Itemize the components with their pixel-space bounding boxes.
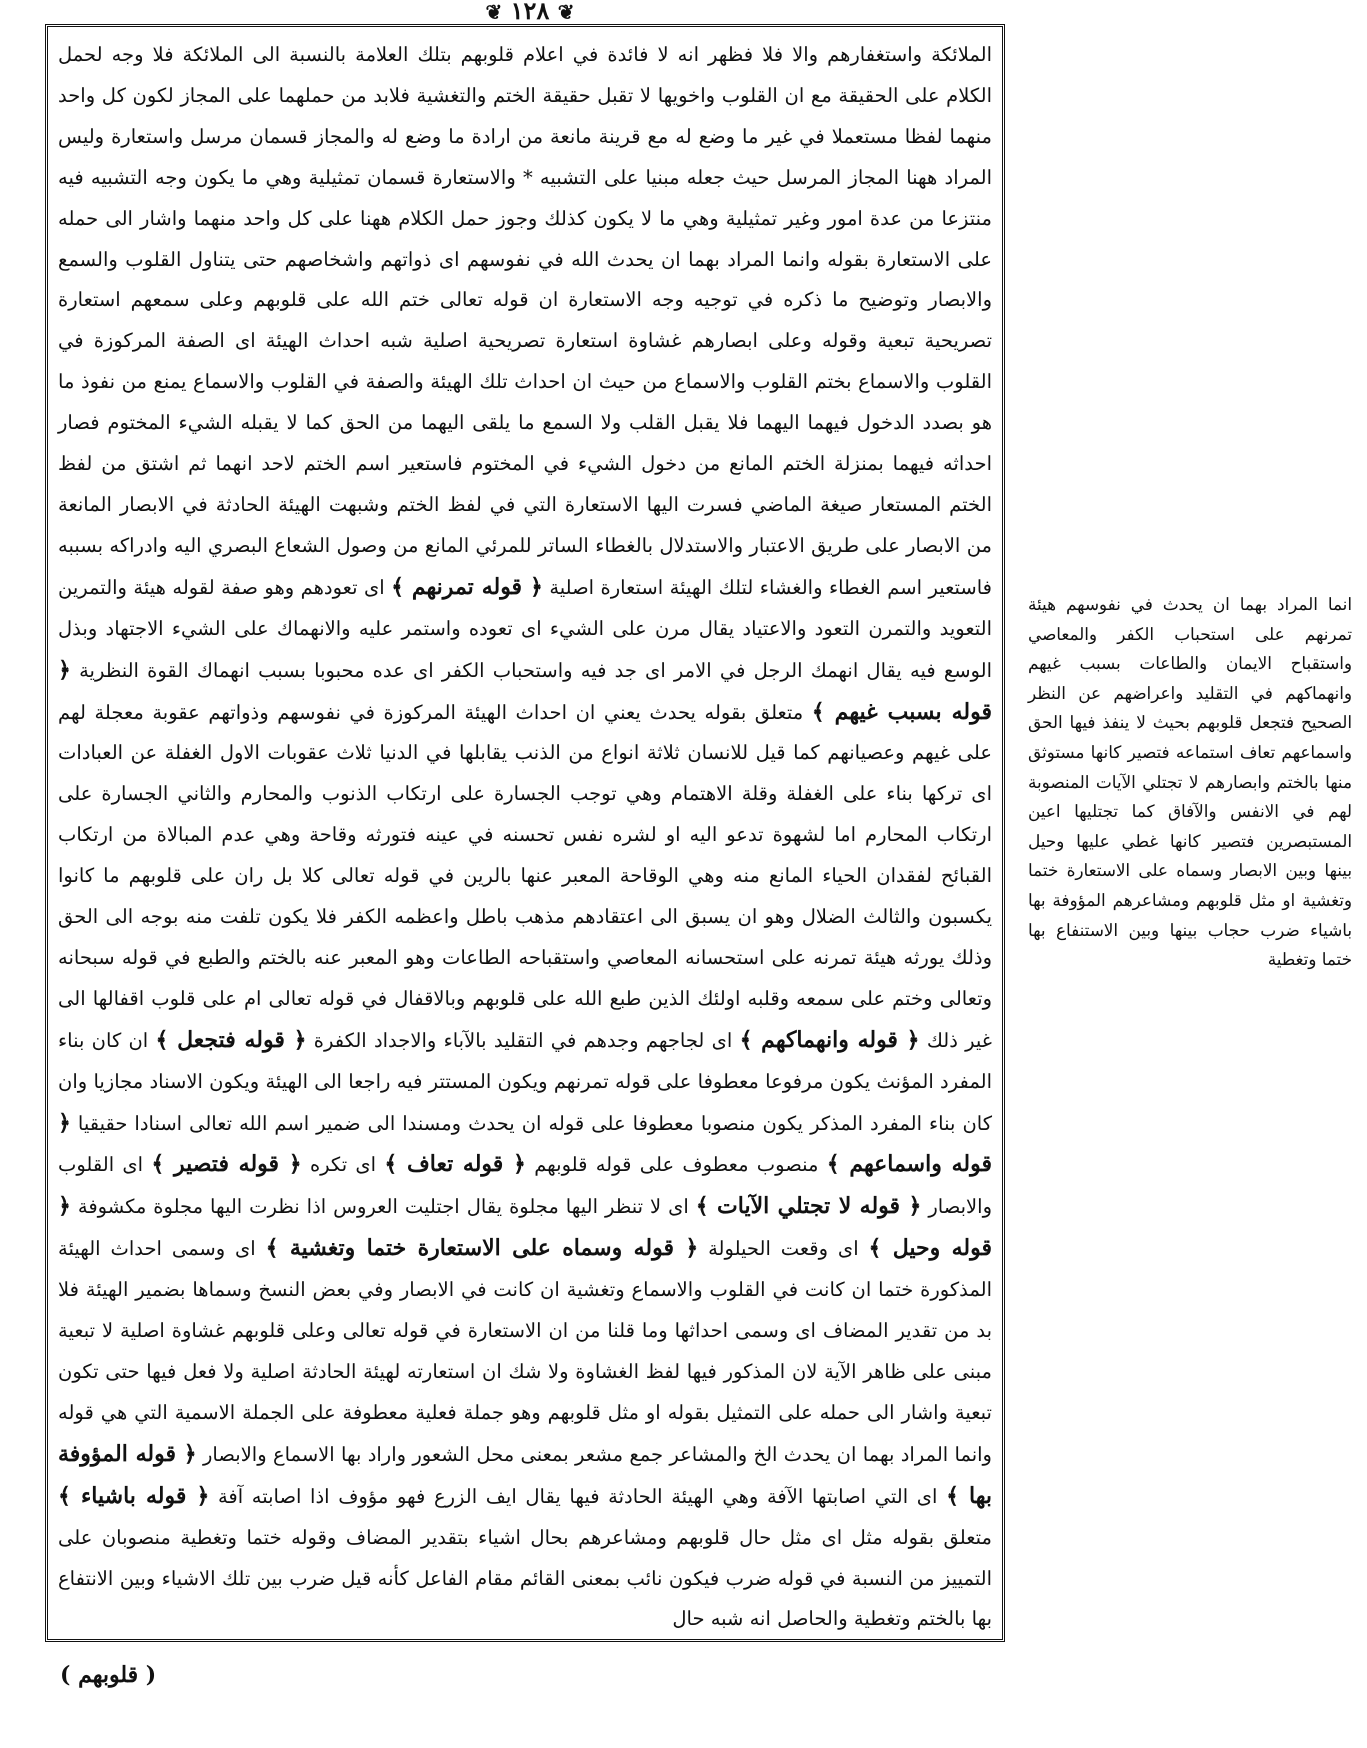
commentary-segment: اى لجاجهم وجدهم في التقليد بالآباء والاجداد الكفرة	[306, 1028, 740, 1052]
lemma-heading: ﴿ قوله باشياء ﴾	[58, 1482, 210, 1509]
page-number	[430, 0, 630, 25]
commentary-segment: اى القلوب والابصار	[58, 1153, 992, 1219]
commentary-segment: اى وسمى احداث الهيئة المذكورة ختما ان كانت في القلوب والاسماع وتغشية ان كانت في الابصار وفي بعض النسخ وسماها بضمير الهيئة فلا بد من تقدير المضاف اى وسمى احداثها وما قلنا من ان الاستعارة في قوله تعالى وعلى قلوبهم غشاوة اصلية لا تبعية مبنى على ظاهر الآية لان المذكور فيها لفظ الغشاوة ولا شك ان استعارته لهيئة الحادثة اصلية ولا فعل فيها حتى تكون تبعية واشار الى حمله على التمثيل بقوله او مثل قلوبهم وهو جملة فعلية معطوفة على الجملة الاسمية التي هي قوله وانما المراد بهما ان يحدث الخ والمشاعر جمع مشعر بمعنى محل الشعور واراد بها الاسماع والابصار	[58, 1237, 992, 1466]
lemma-heading: ﴿ قوله وحيل ﴾	[58, 1193, 992, 1262]
page-number-text: ١٢٨	[510, 0, 550, 25]
lemma-heading: ﴿ قوله واسماعهم ﴾	[58, 1109, 992, 1178]
commentary-segment: ان كان بناء المفرد المؤنث يكون مرفوعا معطوفا على قوله تمرنهم ويكون المستتر فيه راجعا الى الهيئة ويكون الاسناد مجازيا وان كان بناء المفرد المذكر يكون منصوبا معطوفا على قوله ان يحدث ومسندا الى ضمير اسم الله تعالى اسنادا حقيقيا	[58, 1028, 992, 1135]
lemma-heading: ﴿ قوله المؤوفة بها ﴾	[58, 1440, 992, 1509]
lemma-heading: ﴿ قوله بسبب غيهم ﴾	[58, 656, 992, 725]
lemma-heading: ﴿ قوله تعاف ﴾	[384, 1151, 526, 1178]
commentary-segment: اى لا تنظر اليها مجلوة يقال اجتليت العروس اذا نظرت اليها مجلوة مكشوفة	[70, 1195, 696, 1219]
ornament-right-icon: ❦	[485, 0, 503, 24]
margin-note	[1028, 590, 1352, 975]
commentary-segment: متعلق بقوله مثل اى مثل حال قلوبهم ومشاعرهم بحال اشياء بتقدير المضاف وقوله ختما وتغطية منصوبان على التمييز من النسبة في قوله ضرب فيكون نائب بمعنى القائم مقام الفاعل كأنه قيل ضرب بين تلك الاشياء وبين الانتفاع بها بالختم وتغطية والحاصل انه شبه حال	[58, 1525, 992, 1631]
commentary-segment: اى التي اصابتها الآفة وهي الهيئة الحادثة فيها يقال ايف الزرع فهو مؤوف اذا اصابته آفة	[209, 1484, 947, 1508]
catchword: ( قلوبهم )	[60, 1662, 157, 1688]
margin-note-text: انما المراد بهما ان يحدث في نفوسهم هيئة تمرنهم على استحباب الكفر والمعاصي واستقباح الايمان والطاعات بسبب غيهم وانهماكهم في التقليد واعراضهم عن النظر الصحيح فتجعل قلوبهم بحيث لا ينفذ فيها الحق واسماعهم تعاف استماعه فتصير كانها مستوثق منها بالختم وابصارهم لا تجتلي الآيات المنصوبة لهم في الانفس والآفاق كما تجتليها اعين المستبصرين فتصير كانها غطي عليها وحيل بينها وبين الابصار وسماه على الاستعارة ختما وتغشية او مثل قلوبهم ومشاعرهم المؤوفة بها باشياء ضرب حجاب بينها وبين الاستنفاع بها ختما وتغطية	[1028, 594, 1352, 970]
lemma-heading: ﴿ قوله فتجعل ﴾	[155, 1026, 307, 1053]
lemma-heading: ﴿ قوله وسماه على الاستعارة ختما وتغشية ﴾	[265, 1235, 699, 1262]
main-text-frame	[45, 24, 1005, 1642]
commentary-segment: متعلق بقوله يحدث يعني ان احداث الهيئة المركوزة في نفوسهم وذواتهم عقوبة معجلة لهم على غيهم وعصيانهم كما قيل للانسان ثلاثة انواع من الذنب يقابلها في الدنيا ثلاث عقوبات الاول الغفلة عن العبادات اى تركها بناء على الغفلة وقلة الاهتمام وهي توجب الجسارة على ارتكاب الذنوب والمحارم والثاني الجسارة على ارتكاب المحارم اما لشهوة تدعو اليه او لشره نفس تحسنه في عينه فتورثه وقاحة وهي عدم المبالاة من ارتكاب القبائح لفقدان الحياء المانع منه وهي الوقاحة المعبر عنها بالرين في قوله تعالى كلا بل ران على قلوبهم ما كانوا يكسبون والثالث الضلال وهو ان يسبق الى اعتقادهم مذهب باطل واعظمه الكفر فلا يكون تلفت منه بوجه الى الحق وذلك يورثه هيئة تمرنه على استحسانه المعاصي واستقباحه الطاعات وهو المعبر عنه بالختم والطبع في قوله سبحانه وتعالى وختم على سمعه وقلبه اولئك الذين طبع الله على قلوبهم وبالاقفال في قوله تعالى ام على قلوب اقفالها الى غير ذلك	[58, 700, 993, 1052]
lemma-heading: ﴿ قوله وانهماكهم ﴾	[739, 1026, 920, 1053]
ornament-left-icon: ❦	[557, 0, 575, 24]
commentary-segment: اى تكره	[301, 1153, 385, 1177]
commentary-segment: الملائكة واستغفارهم والا فلا فظهر انه لا فائدة في اعلام قلوبهم بتلك العلامة بالنسبة الى الملائكة فلا وجه لحمل الكلام على الحقيقة مع ان القلوب واخويها لا تقبل حقيقة الختم والتغشية فلابد من حملهما على المجاز لكون كل واحد منهما لفظا مستعملا في غير ما وضع له مع قرينة مانعة من ارادة ما وضع له والمجاز قسمان مرسل واستعارة وليس المراد ههنا المجاز المرسل حيث جعله مبنيا على التشبيه * والاستعارة قسمان تمثيلية وهي ما يكون وجه التشبيه فيه منتزعا من عدة امور وغير تمثيلية وهي ما لا يكون كذلك وجوز حمل الكلام ههنا على كل واحد منهما واشار الى حمله على الاستعارة بقوله وانما المراد بهما ان يحدث الله في نفوسهم اى ذواتهم واشخاصهم حتى يتناول القلوب والسمع والابصار وتوضيح ما ذكره في توجيه وجه الاستعارة ان قوله تعالى ختم الله على قلوبهم وعلى سمعهم استعارة تصريحية تبعية وقوله وعلى ابصارهم غشاوة استعارة تصريحية اصلية شبه احداث الهيئة اى الصفة المركوزة في القلوب والاسماع بختم القلوب والاسماع من حيث ان احداث تلك الهيئة والصفة في القلوب والاسماع يمنع من نفوذ ما هو بصدد الدخول فيهما اليهما فلا يقبل القلب ولا السمع ما يلقى اليهما من الحق كما لا يقبله الشيء المختوم فصار احداثه فيهما بمنزلة الختم المانع من دخول الشيء في المختوم فاستعير اسم الختم لاحد انهما ثم اشتق من لفظ الختم المستعار صيغة الماضي فسرت اليها الاستعارة التي في لفظ الختم وشبهت الهيئة الحادثة في الابصار المانعة من الابصار على طريق الاعتبار والاستدلال بالغطاء الساتر للمرئي المانع من وصول الشعاع البصري اليه وادراكه بسببه فاستعير اسم الغطاء والغشاء لتلك الهيئة استعارة اصلية	[58, 43, 992, 599]
commentary-segment: اى تعودهم وهو صفة لقوله هيئة والتمرين التعويد والتمرن التعود والاعتياد يقال مرن على الشيء اى تعوده واستمر عليه والانهماك على الشيء الاجتهاد وبذل الوسع فيه يقال انهمك الرجل في الامر اى جد فيه واستحباب الكفر اى عده محبوبا بسبب انهماك القوة النظرية	[58, 575, 992, 682]
lemma-heading: ﴿ قوله فتصير ﴾	[151, 1151, 302, 1178]
commentary-text	[58, 35, 992, 1640]
lemma-heading: ﴿ قوله تمرنهم ﴾	[391, 573, 543, 600]
commentary-segment: اى وقعت الحيلولة	[698, 1237, 869, 1261]
commentary-segment: منصوب معطوف على قوله قلوبهم	[525, 1153, 827, 1177]
lemma-heading: ﴿ قوله لا تجتلي الآيات ﴾	[695, 1193, 922, 1220]
